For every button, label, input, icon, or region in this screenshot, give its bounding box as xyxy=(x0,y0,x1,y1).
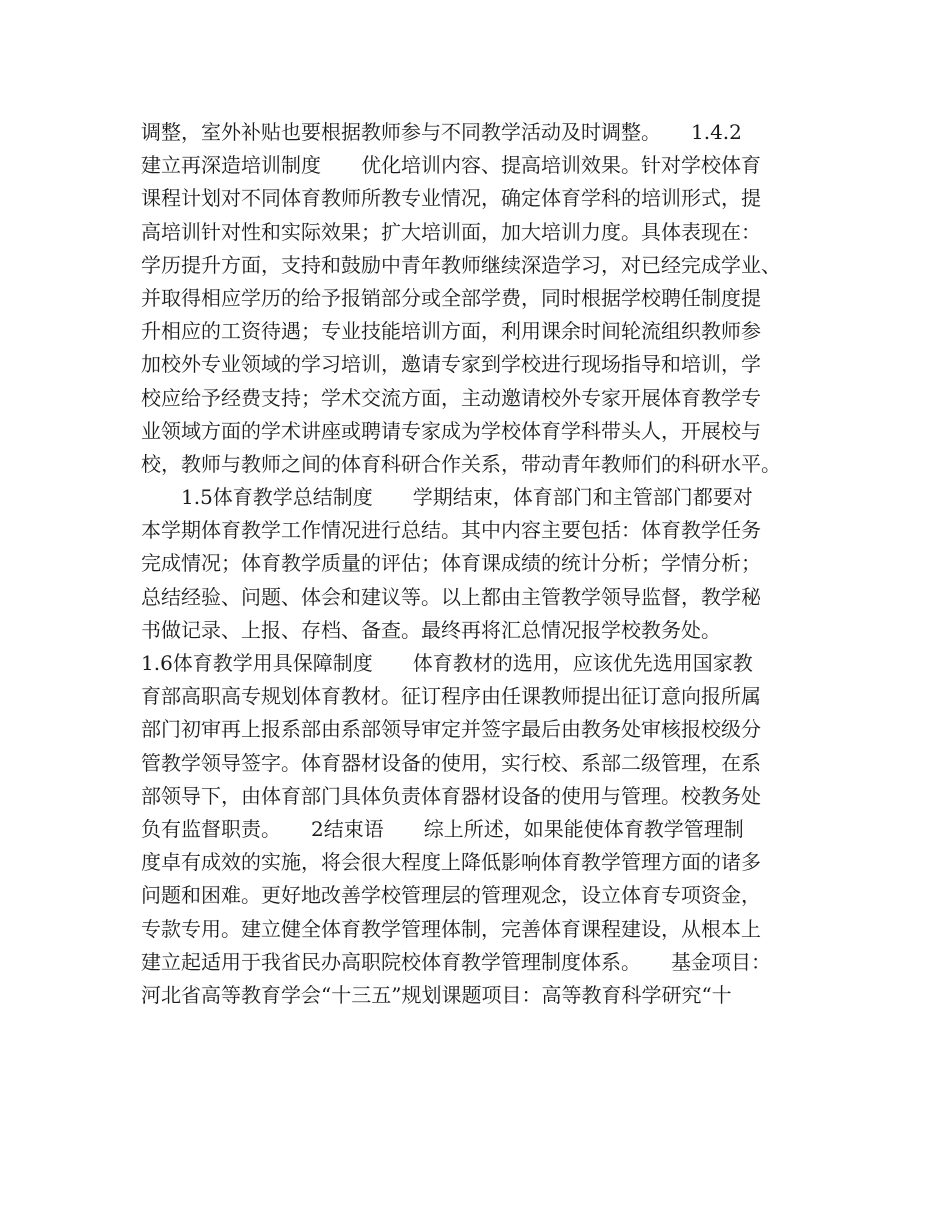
text-line: 本学期体育教学工作情况进行总结。其中内容主要包括：体育教学任务 xyxy=(141,518,761,543)
text-line: 加校外专业领域的学习培训，邀请专家到学校进行现场指导和培训，学 xyxy=(141,352,761,377)
text-line: 校应给予经费支持；学术交流方面，主动邀请校外专家开展体育教学专 xyxy=(141,385,761,410)
text-line: 校，教师与教师之间的体育科研合作关系，带动青年教师们的科研水平。 xyxy=(141,451,781,476)
text-line: 建立再深造培训制度 优化培训内容、提高培训效果。针对学校体育 xyxy=(141,153,761,178)
text-line: 完成情况；体育教学质量的评估；体育课成绩的统计分析；学情分析； xyxy=(141,551,761,576)
text-line: 高培训针对性和实际效果；扩大培训面，加大培训力度。具体表现在： xyxy=(141,219,761,244)
text-line: 总结经验、问题、体会和建议等。以上都由主管教学领导监督，教学秘 xyxy=(141,584,761,609)
text-line: 调整，室外补贴也要根据教师参与不同教学活动及时调整。 1.4.2 xyxy=(141,120,742,144)
text-line: 部门初审再上报系部由系部领导审定并签字最后由教务处审核报校级分 xyxy=(141,717,761,742)
text-line: 河北省高等教育学会“十三五”规划课题项目：高等教育科学研究“十 xyxy=(141,982,732,1007)
text-line: 1.6体育教学用具保障制度 体育教材的选用，应该优先选用国家教 xyxy=(141,651,753,675)
text-line: 问题和困难。更好地改善学校管理层的管理观念，设立体育专项资金， xyxy=(141,883,761,908)
text-line: 1.5体育教学总结制度 学期结束，体育部门和主管部门都要对 xyxy=(141,485,753,510)
text-line: 业领域方面的学术讲座或聘请专家成为学校体育学科带头人，开展校与 xyxy=(141,418,761,443)
text-line: 建立起适用于我省民办高职院校体育教学管理制度体系。 基金项目： xyxy=(141,949,771,974)
text-line: 课程计划对不同体育教师所教专业情况，确定体育学科的培训形式，提 xyxy=(141,186,761,211)
text-line: 度卓有成效的实施，将会很大程度上降低影响体育教学管理方面的诸多 xyxy=(141,850,761,875)
text-line: 专款专用。建立健全体育教学管理体制，完善体育课程建设，从根本上 xyxy=(141,916,761,941)
text-line: 并取得相应学历的给予报销部分或全部学费，同时根据学校聘任制度提 xyxy=(141,285,761,310)
text-line: 升相应的工资待遇；专业技能培训方面，利用课余时间轮流组织教师参 xyxy=(141,319,761,344)
text-line: 书做记录、上报、存档、备查。最终再将汇总情况报学校教务处。 xyxy=(141,617,721,642)
text-line: 学历提升方面，支持和鼓励中青年教师继续深造学习，对已经完成学业、 xyxy=(141,252,781,277)
text-line: 负有监督职责。 2结束语 综上所述，如果能使体育教学管理制 xyxy=(141,816,744,841)
body-text xyxy=(141,116,831,1012)
text-line: 育部高职高专规划体育教材。征订程序由任课教师提出征订意向报所属 xyxy=(141,684,761,709)
text-line: 部领导下，由体育部门具体负责体育器材设备的使用与管理。校教务处 xyxy=(141,783,761,808)
text-line: 管教学领导签字。体育器材设备的使用，实行校、系部二级管理，在系 xyxy=(141,750,761,775)
